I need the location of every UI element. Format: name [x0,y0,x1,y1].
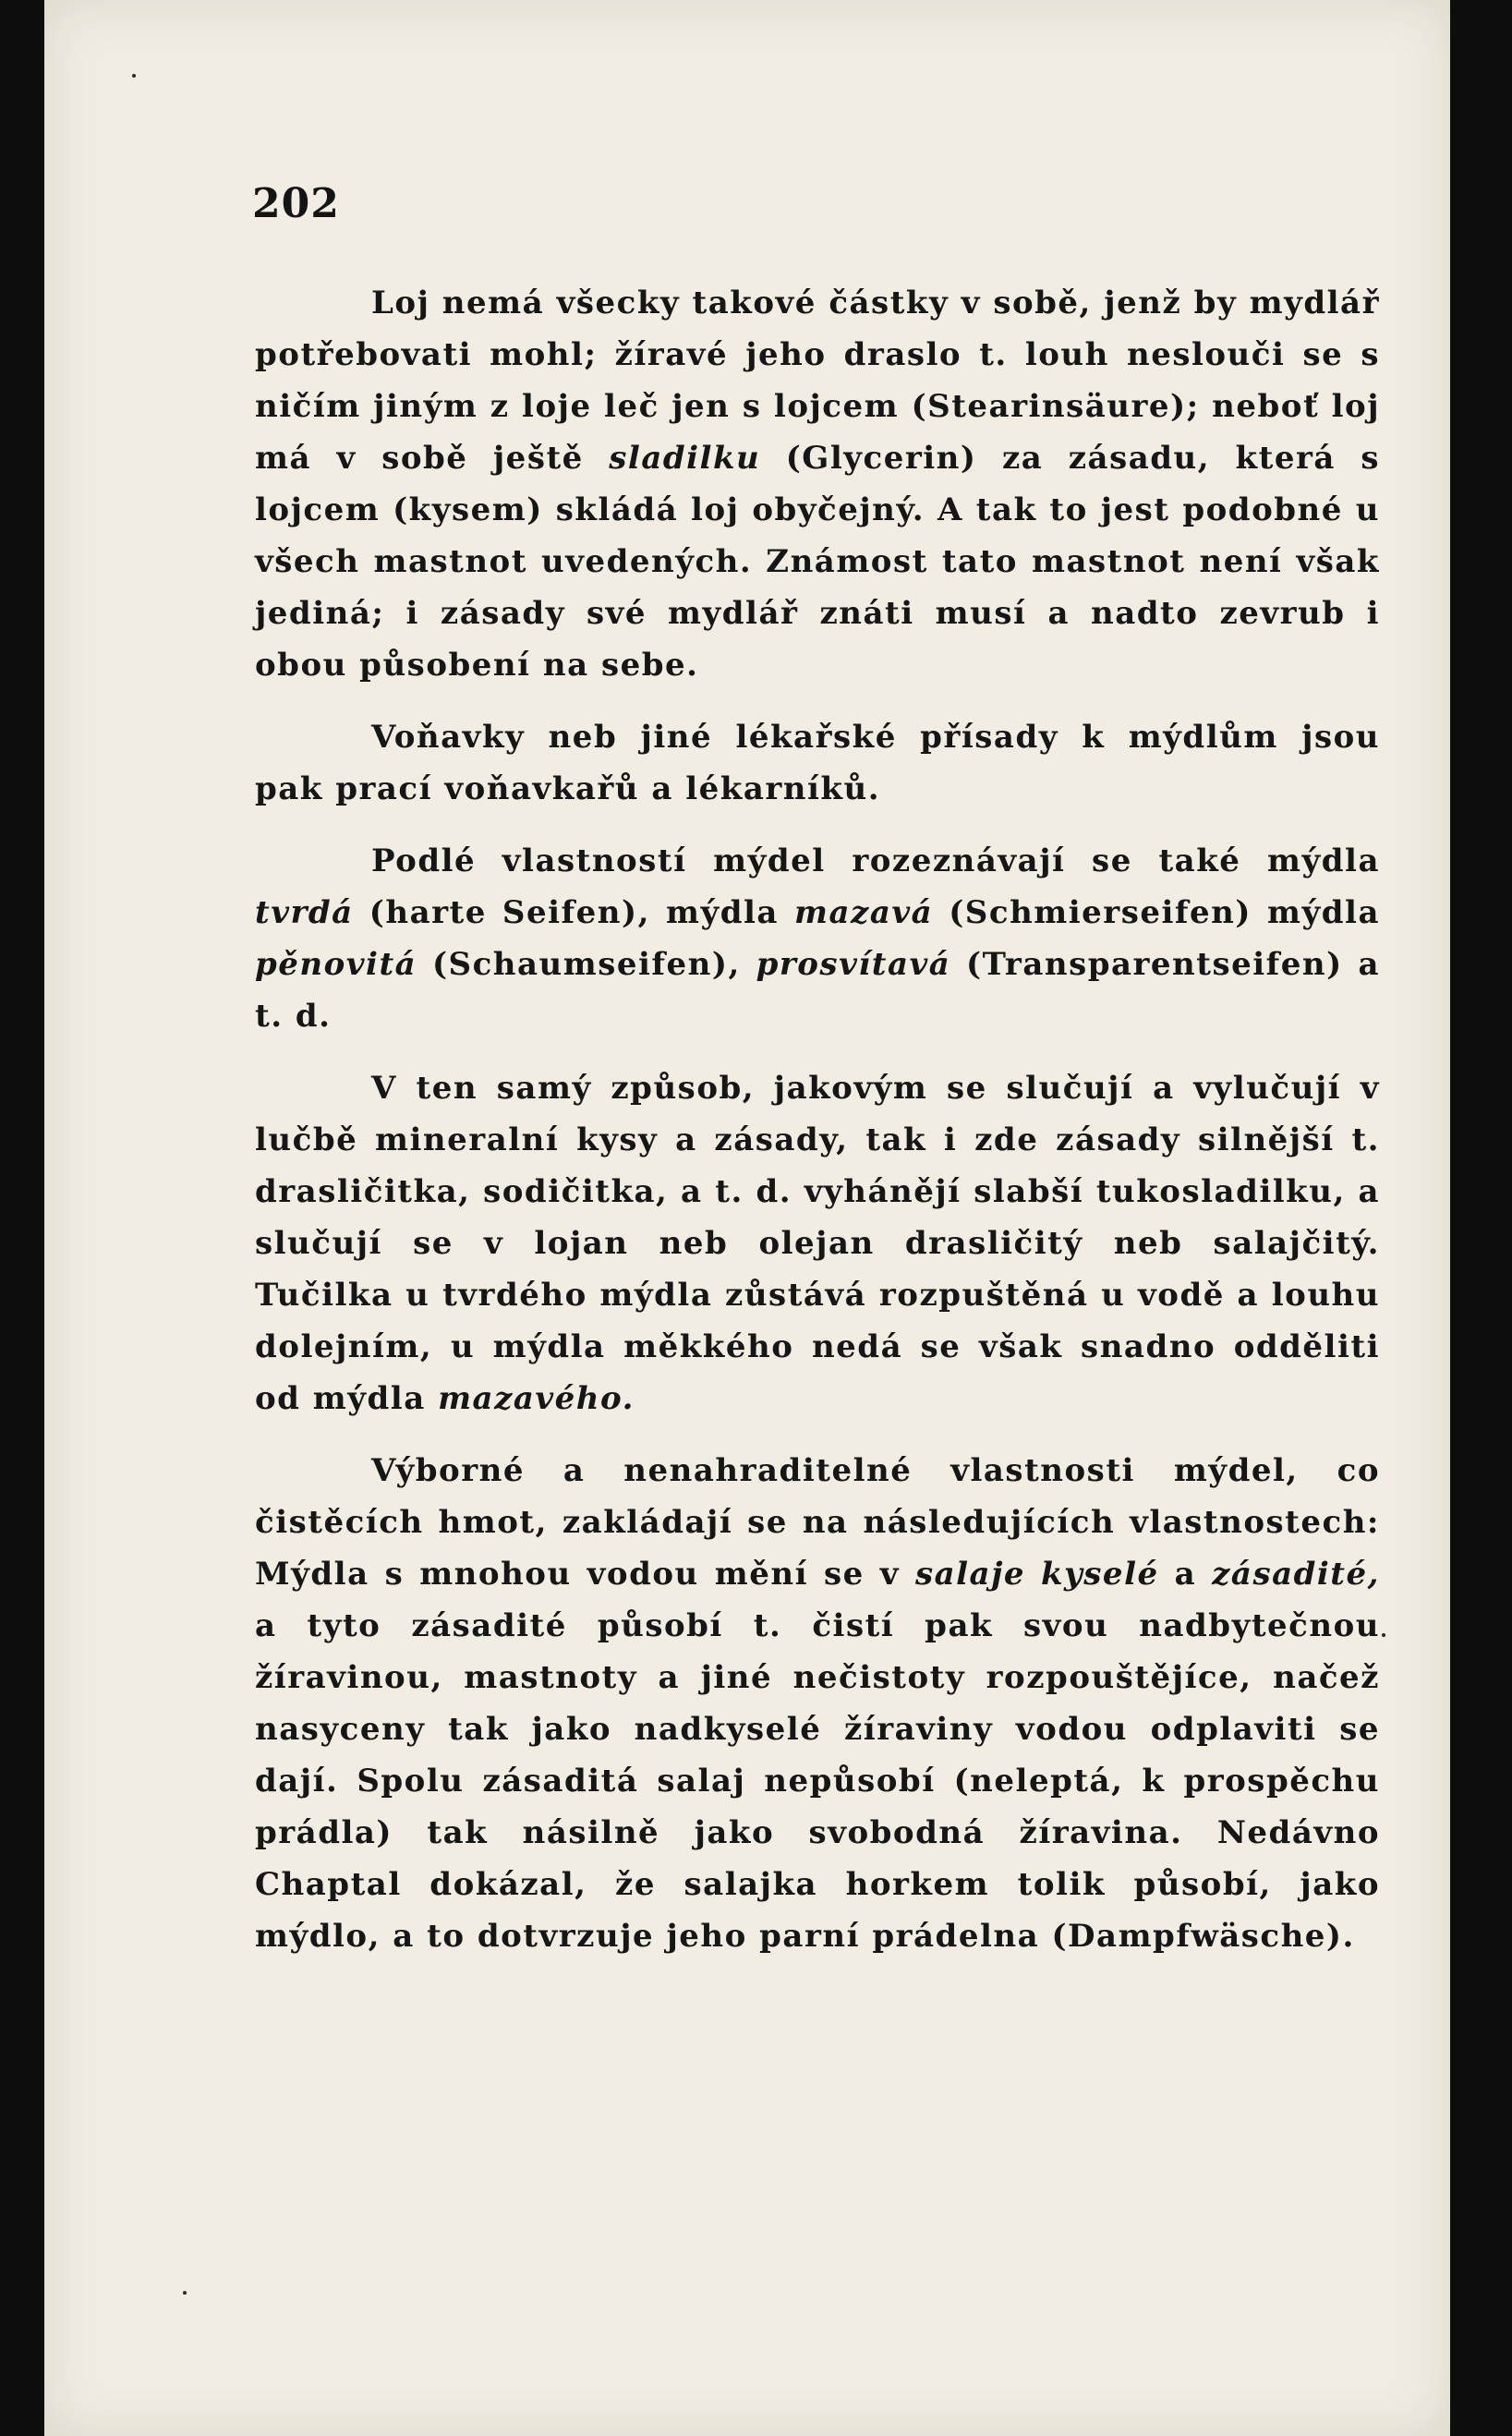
print-speck [1382,1633,1385,1637]
text-run: Voňavky neb jiné lékařské přísady k mýdlům jsou pak prací voňavkařů a lékarníků. [255,719,1380,807]
paragraph [255,835,1380,1042]
text-run: a [1158,1556,1213,1593]
text-run: Loj nemá všecky takové částky v sobě, jenž by mydlář potřebovati mohl; žíravé jeho draslo t. louh neslouči se s ničím jiným z loje leč jen s lojcem (Stearinsäure); neboť loj má v sobě ještě [255,285,1380,477]
text-run: (harte Seifen), mýdla [353,894,795,931]
body-text [255,277,1380,1982]
italic-term: mazavého. [438,1380,635,1417]
paragraph [255,1062,1380,1424]
paragraph [255,277,1380,691]
text-run: (Glycerin) za zásadu, která s lojcem (kysem) skládá loj obyčejný. A tak to jest podobné u všech mastnot uvedených. Známost tato mastnot není však jediná; i zásady své mydlář znáti musí a nadto zevrub i obou působení na sebe. [255,440,1380,684]
text-run: (Transparentseifen) a t. d. [255,946,1380,1035]
italic-term: prosvítavá [756,946,951,983]
print-speck [183,2291,187,2295]
text-run: Podlé vlastností mýdel rozeznávají se také mýdla [371,842,1380,879]
text-run: (Schmierseifen) mýdla [933,894,1380,931]
italic-term: pěnovitá [255,946,417,983]
text-run: (Schaumseifen), [417,946,756,983]
italic-term: sladilku [609,440,761,477]
paragraph [255,711,1380,815]
italic-term: zásadité, [1212,1556,1380,1593]
italic-term: salaje kyselé [914,1556,1159,1593]
text-run: V ten samý způsob, jakovým se slučují a vylučují v lučbě mineralní kysy a zásady, tak i zde zásady silnější t. drasličitka, sodičitka, a t. d. vyhánějí slabší tukosladilku, a slučují se v lojan neb olejan drasličitý neb salajčitý. Tučilka u tvrdého mýdla zůstává rozpuštěná u vodě a louhu dolejním, u mýdla měkkého nedá se však snadno odděliti od mýdla [255,1070,1380,1417]
text-run: Výborné a nenahraditelné vlastnosti mýdel, co čistěcích hmot, zakládají se na následujících vlastnostech: Mýdla s mnohou vodou mění se v [255,1452,1380,1593]
text-run: a tyto zásadité působí t. čistí pak svou nadbytečnou žíravinou, mastnoty a jiné nečistoty rozpouštějíce, načež nasyceny tak jako nadkyselé žíraviny vodou odplaviti se dají. Spolu zásaditá salaj nepůsobí (neleptá, k prospěchu prádla) tak násilně jako svobodná žíravina. Nedávno Chaptal dokázal, že salajka horkem tolik působí, jako mýdlo, a to dotvrzuje jeho parní prádelna (Dampfwäsche). [255,1607,1380,1955]
print-speck [132,74,136,78]
book-page [44,0,1450,2436]
page-number: 202 [252,180,340,227]
paragraph [255,1445,1380,1962]
italic-term: tvrdá [255,894,354,931]
italic-term: mazavá [794,894,934,931]
